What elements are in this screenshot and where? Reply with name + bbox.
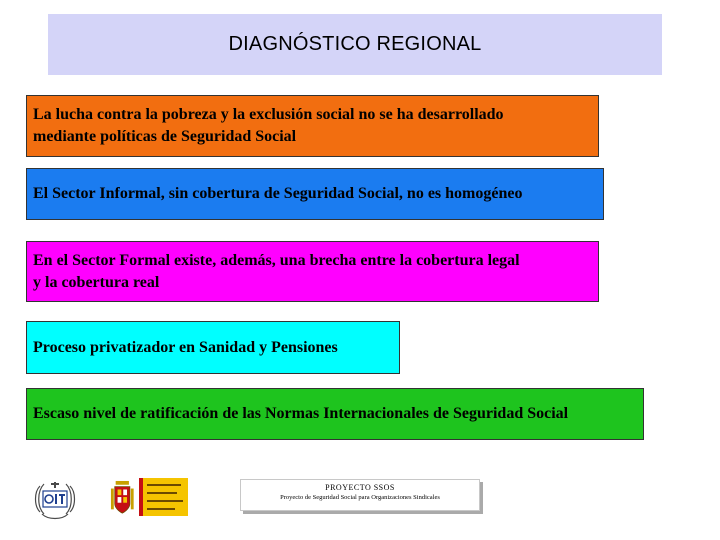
project-label-box bbox=[240, 479, 480, 511]
ministry-banner bbox=[139, 478, 188, 516]
spain-ministry-logo-icon bbox=[110, 478, 188, 518]
bullet-box-pobreza: La lucha contra la pobreza y la exclusión social no se ha desarrollado mediante políticas de Seguridad Social bbox=[26, 95, 599, 157]
project-subtitle: Proyecto de Seguridad Social para Organizaciones Sindicales bbox=[280, 494, 440, 501]
project-title: PROYECTO SSOS bbox=[325, 483, 395, 492]
bullet-box-privatizacion: Proceso privatizador en Sanidad y Pensiones bbox=[26, 321, 400, 374]
oit-logo-icon bbox=[30, 474, 80, 524]
page-title: DIAGNÓSTICO REGIONAL bbox=[228, 33, 482, 55]
bullet-box-sector-informal: El Sector Informal, sin cobertura de Seguridad Social, no es homogéneo bbox=[26, 168, 604, 220]
title-banner bbox=[48, 14, 662, 75]
bullet-box-sector-formal: En el Sector Formal existe, además, una brecha entre la cobertura legal y la cobertura real bbox=[26, 241, 599, 302]
bullet-box-ratificacion: Escaso nivel de ratificación de las Normas Internacionales de Seguridad Social bbox=[26, 388, 644, 440]
